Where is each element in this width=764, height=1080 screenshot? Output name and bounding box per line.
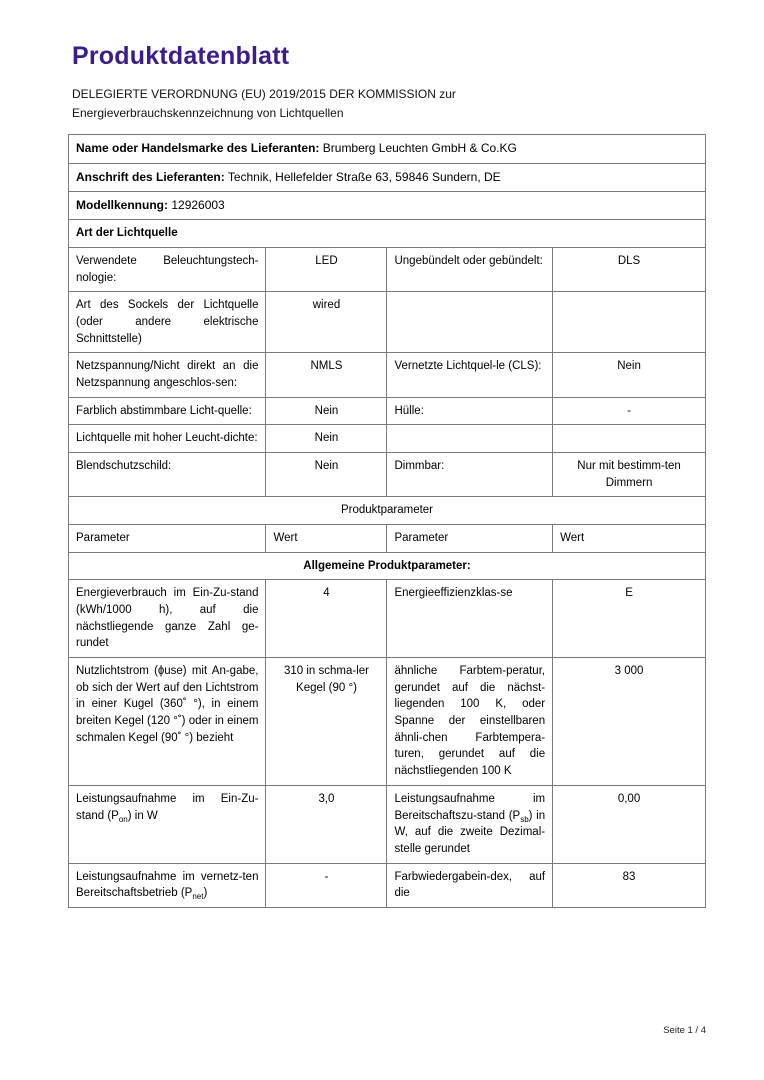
table-row [69,453,706,497]
row-value: 4 [266,580,387,658]
page-footer: Seite 1 / 4 [663,1025,706,1036]
row-value: 310 in schma-ler Kegel (90 °) [266,658,387,786]
row-label-2: Hülle: [387,397,553,425]
supplier-name-value: Brumberg Leuchten GmbH & Co.KG [322,141,517,156]
regulation-intro-line-1: DELEGIERTE VERORDNUNG (EU) 2019/2015 DER KOMMISSION zur [72,87,456,101]
row-value-2: 3 000 [553,658,706,786]
row-value: 3,0 [266,785,387,863]
table-row [69,292,706,353]
param-header-parameter: Parameter [69,525,266,553]
row-label: Netzspannung/Nicht direkt an die Netzspannung angeschlos-sen: [69,353,266,397]
regulation-intro-line-2: Energieverbrauchskennzeichnung von Lichtquellen [72,105,344,120]
row-label-2: Ungebündelt oder gebündelt: [387,248,553,292]
row-label-2 [387,785,553,863]
table-row [69,248,706,292]
model-cell [69,191,706,219]
row-label-2 [387,863,553,907]
row-value: Nein [266,453,387,497]
row-value: NMLS [266,353,387,397]
row-label-text: Art des Sockels der Lichtquelle (oder andere elektrische Schnittstelle) [76,299,259,345]
row-label-2-subscript: sb [520,814,529,824]
datasheet-table [68,134,706,908]
row-value: LED [266,248,387,292]
row-label-subscript: net [192,892,204,902]
row-value-2: E [553,580,706,658]
row-label [69,292,266,353]
row-value: Nein [266,397,387,425]
row-label-2: Vernetzte Lichtquel-le (CLS): [387,353,553,397]
row-value-2 [553,292,706,353]
section-light-source-type-row [69,220,706,248]
section-product-parameters-row [69,497,706,525]
row-label-pre: Leistungsaufnahme im vernetz-ten Bereitschaftsbetrieb (P [76,870,259,900]
section-general-parameters: Allgemeine Produktparameter: [69,552,706,580]
row-label-post: ) [203,887,208,900]
table-row [69,353,706,397]
row-label-pre: Leistungsaufnahme im Ein-Zu-stand (P [76,792,259,822]
table-row [69,397,706,425]
row-label-2 [387,425,553,453]
table-row [69,863,706,907]
row-value-2 [553,425,706,453]
supplier-name-label: Name oder Handelsmarke des Lieferanten: [76,141,320,156]
row-label [69,785,266,863]
supplier-address-row [69,163,706,191]
row-label: Energieverbrauch im Ein-Zu-stand (kWh/1000 h), auf die nächstliegende ganze Zahl ge-rundet [69,580,266,658]
table-row [69,785,706,863]
param-header-row [69,525,706,553]
row-value-2: Nein [553,353,706,397]
page-title: Produktdatenblatt [72,42,290,70]
row-value: - [266,863,387,907]
supplier-name-cell [69,135,706,163]
row-label: Verwendete Beleuchtungstech-nologie: [69,248,266,292]
param-header-wert: Wert [266,525,387,553]
row-value-2: 0,00 [553,785,706,863]
row-value: Nein [266,425,387,453]
row-value: wired [266,292,387,353]
row-label-2-pre: Leistungsaufnahme im Bereitschaftszu-stand (P [394,792,546,822]
row-label-2: ähnliche Farbtem-peratur, gerundet auf die nächst-liegenden 100 K, oder Spanne der einstellbaren ähnli-chen Farbtempera-turen, gerundet auf die nächstliegenden 100 K [387,658,553,786]
row-label-2 [387,292,553,353]
model-label: Modellkennung: [76,197,168,212]
row-label: Nutzlichtstrom (ɸuse) mit An-gabe, ob sich der Wert auf den Lichtstrom in einer Kugel (360˚ °), in einem breiten Kegel (120 °˚) oder in einem schmalen Kegel (90˚ °) bezieht [69,658,266,786]
row-value-2: Nur mit bestimm-ten Dimmern [553,453,706,497]
row-label: Blendschutzschild: [69,453,266,497]
row-value-2: - [553,397,706,425]
table-row [69,658,706,786]
row-label-2: Energieeffizienzklas-se [387,580,553,658]
row-label-subscript: on [118,814,128,824]
supplier-address-value: Technik, Hellefelder Straße 63, 59846 Sundern, DE [227,169,501,184]
regulation-intro [72,85,706,122]
supplier-address-cell [69,163,706,191]
row-value-2: 83 [553,863,706,907]
table-row [69,580,706,658]
row-label-2-post: ) in W, auf die zweite Dezimal-stelle gerundet [394,809,546,855]
model-row [69,191,706,219]
param-header-parameter-2: Parameter [387,525,553,553]
row-label [69,863,266,907]
row-label: Lichtquelle mit hoher Leucht-dichte: [69,425,266,453]
row-label-post: ) in W [127,809,158,822]
table-row [69,425,706,453]
supplier-address-label: Anschrift des Lieferanten: [76,169,225,184]
row-label: Farblich abstimmbare Licht-quelle: [69,397,266,425]
row-label-2: Dimmbar: [387,453,553,497]
section-general-parameters-row [69,552,706,580]
supplier-name-row [69,135,706,163]
param-header-wert-2: Wert [553,525,706,553]
row-label-2-pre: Farbwiedergabein-dex, auf die [394,870,546,900]
row-value-2: DLS [553,248,706,292]
section-product-parameters: Produktparameter [69,497,706,525]
section-light-source-type: Art der Lichtquelle [69,220,706,248]
model-value: 12926003 [171,197,225,212]
